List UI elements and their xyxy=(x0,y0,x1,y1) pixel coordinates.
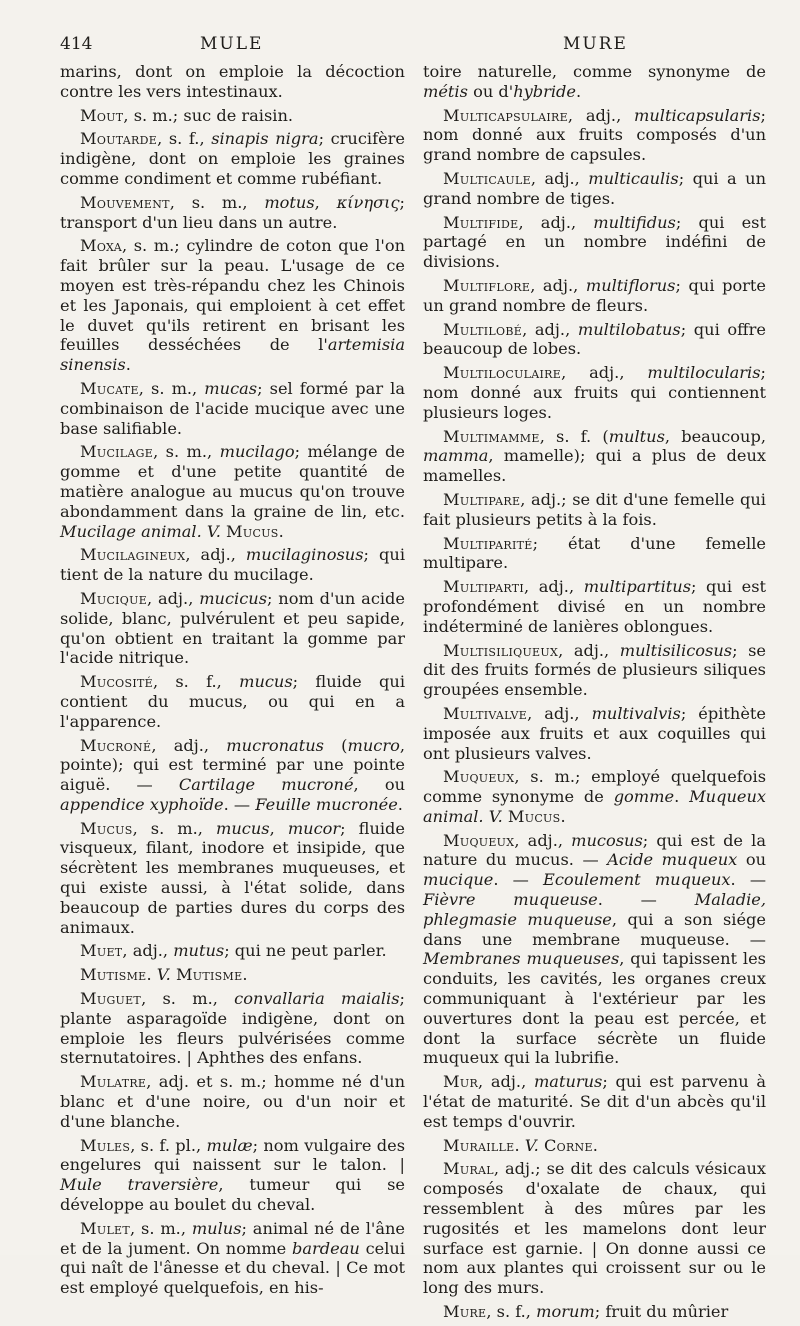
entry-text: , s. m.; suc de raisin. xyxy=(123,105,294,125)
entry-italic-text: multipartitus xyxy=(583,577,692,597)
entry-text: . — xyxy=(597,890,695,910)
entry-text: , adj., xyxy=(558,640,620,660)
dictionary-entry xyxy=(423,1072,766,1131)
dictionary-entry xyxy=(60,589,405,668)
entry-italic-text: métis xyxy=(423,81,468,101)
entry-text: ; nom d'un acide solide, blanc, pulvérulent et peu sapide, qu'on obtient en traitant la gomme par l'acide nitrique. xyxy=(60,588,405,668)
entry-headword: Muqueux xyxy=(443,767,515,787)
entry-italic-text: Membranes muqueuses xyxy=(423,949,620,969)
entry-headword: Mout xyxy=(80,105,124,125)
entry-headword: Mutisme xyxy=(80,965,147,985)
entry-text: , pointe); qui est terminé par une pointe aiguë. — xyxy=(60,735,405,795)
entry-italic-text: bardeau xyxy=(292,1238,360,1258)
entry-italic-text: mucronatus xyxy=(226,735,324,755)
entry-text: , s. f. pl., xyxy=(130,1135,207,1155)
entry-text: ou d' xyxy=(467,81,514,101)
entry-italic-text: appendice xyphoïde xyxy=(60,794,224,814)
entry-text: , adj., xyxy=(122,941,174,961)
entry-headword: Muraille xyxy=(443,1135,515,1155)
entry-text: ; fluide qui contient du mucus, ou qui en a l'apparence. xyxy=(60,672,405,731)
entry-text: ( xyxy=(323,735,348,755)
entry-headword: Corne xyxy=(543,1135,593,1155)
entry-text: marins, dont on emploie la décoction contre les vers intestinaux. xyxy=(60,62,405,101)
dictionary-entry xyxy=(423,641,766,700)
entry-italic-text: mucilago xyxy=(219,442,295,462)
entry-text: ; nom vulgaire des engelures qui naissent sur le talon. | xyxy=(60,1135,406,1175)
entry-text: ; qui est de la nature du mucus. — xyxy=(423,830,766,870)
entry-text: , mamelle); qui a plus de deux mamelles. xyxy=(423,446,766,486)
dictionary-entry xyxy=(60,1219,405,1298)
entry-text: . xyxy=(674,787,690,807)
entry-italic-text: multiflorus xyxy=(585,275,676,295)
entry-headword: Multiparité xyxy=(443,533,533,553)
entry-text: , qui tapissent les conduits, les cavités, les organes creux communiquant à l'extérieur par les ouvertures dont la peau est percée, et dont la surface sécrète un fluide muqueux qui la lubrifie. xyxy=(423,949,766,1068)
entry-headword: Mucus xyxy=(80,818,133,838)
entry-text: . xyxy=(514,1135,525,1155)
entry-text: , adj., xyxy=(522,319,578,339)
dictionary-entry xyxy=(423,490,766,530)
entry-italic-text: mamma xyxy=(423,446,489,466)
dictionary-entry xyxy=(423,534,766,574)
entry-headword: Mucilage xyxy=(80,442,154,462)
dictionary-entry xyxy=(60,106,405,126)
entry-italic-text: mucilaginosus xyxy=(245,545,364,565)
dictionary-entry xyxy=(423,62,766,102)
entry-headword: Multivalve xyxy=(443,703,528,723)
entry-headword: Moxa xyxy=(80,236,122,256)
entry-headword: Mucus xyxy=(507,806,561,826)
entry-text: , adj., xyxy=(151,735,227,755)
dictionary-entry xyxy=(60,379,405,438)
entry-headword: Multifide xyxy=(443,212,519,232)
dictionary-entry xyxy=(60,62,405,102)
entry-italic-text: V. xyxy=(524,1135,539,1155)
dictionary-entry xyxy=(423,767,766,826)
entry-text: , xyxy=(314,192,337,212)
entry-headword: Multicaule xyxy=(443,168,531,188)
entry-italic-text: multivalvis xyxy=(591,703,681,723)
entry-text: , xyxy=(269,818,288,838)
entry-text: , adj., xyxy=(527,703,592,723)
entry-text: ; nom donné aux fruits composés d'un grand nombre de capsules. xyxy=(423,105,766,165)
entry-text: , qui a son siége dans une membrane muqueuse. — xyxy=(423,909,766,949)
dictionary-entry xyxy=(423,427,766,486)
entry-text: . xyxy=(146,965,157,985)
entry-italic-text: gomme xyxy=(613,787,675,807)
entry-text: , adj., xyxy=(524,577,584,597)
entry-italic-text: Fièvre muqueuse xyxy=(423,890,598,910)
entry-headword: Mutisme xyxy=(175,965,243,985)
entry-italic-text: hybride xyxy=(513,81,576,101)
entry-headword: Multimamme xyxy=(443,426,540,446)
left-column xyxy=(60,62,405,1302)
dictionary-entry xyxy=(423,1159,766,1298)
dictionary-entry xyxy=(60,193,405,233)
entry-text: , tumeur qui se développe au boulet du cheval. xyxy=(60,1175,405,1215)
entry-headword: Multilobé xyxy=(443,319,523,339)
entry-italic-text: multifidus xyxy=(593,212,676,232)
entry-italic-text: mutus xyxy=(173,941,225,961)
entry-text: ; transport d'un lieu dans un autre. xyxy=(60,192,405,232)
entry-headword: Mucilagineux xyxy=(80,545,186,565)
entry-headword: Mure xyxy=(443,1302,487,1322)
entry-text: , s. f., xyxy=(486,1302,537,1322)
entry-text: celui qui naît de l'ânesse et du cheval. | Ce mot est employé quelquefois, en his- xyxy=(60,1238,405,1298)
entry-text: , adj.; se dit d'une femelle qui fait plusieurs petits à la fois. xyxy=(423,489,766,529)
entry-headword: Mucique xyxy=(80,588,148,608)
entry-text: ; qui est partagé en un nombre indéfini de divisions. xyxy=(423,212,766,272)
entry-text: ; qui ne peut parler. xyxy=(224,941,387,961)
right-column xyxy=(423,62,766,1326)
entry-text: , s. m., xyxy=(141,989,235,1009)
entry-text: , adj., xyxy=(147,588,200,608)
entry-headword: Mucus xyxy=(226,521,279,541)
entry-italic-text: Muqueux animal. V. xyxy=(423,787,767,826)
entry-text: , s. f., xyxy=(157,129,212,149)
entry-italic-text: Ecoulement muqueux xyxy=(543,870,731,890)
entry-italic-text: Feuille mucronée xyxy=(255,794,398,814)
entry-text: , beaucoup, xyxy=(664,426,766,446)
entry-text: , adj., xyxy=(530,275,586,295)
dictionary-entry xyxy=(423,704,766,763)
entry-text: ; fluide visqueux, filant, inodore et insipide, que sécrètent les membranes muqueuses, et qui existe aussi, à l'état solide, dans beaucoup de parties dures du corps des animaux. xyxy=(60,818,405,937)
entry-text: . xyxy=(242,965,248,985)
dictionary-entry xyxy=(423,1136,766,1156)
entry-text: , s. m.; cylindre de coton que l'on fait brûler sur la peau. L'usage de ce moyen est très-répandu chez les Chinois et les Japonais, qui emploient à cet effet le duvet qu'ils retirent en brisant les feuilles desséchées de l' xyxy=(60,236,405,355)
entry-text: , adj., xyxy=(567,105,635,125)
entry-headword: Mural xyxy=(443,1159,494,1179)
entry-text: ; sel formé par la combinaison de l'acide mucique avec une base salifiable. xyxy=(60,378,405,438)
entry-headword: Multiparti xyxy=(443,577,525,597)
entry-italic-text: motus xyxy=(264,192,315,212)
entry-italic-text: mucas xyxy=(204,378,258,398)
entry-headword: Mulet xyxy=(80,1218,131,1238)
entry-italic-text: multilocularis xyxy=(647,363,761,383)
entry-text: ; état d'une femelle multipare. xyxy=(423,533,766,573)
entry-italic-text: Maladie, phlegmasie muqueuse xyxy=(423,890,766,929)
dictionary-entry xyxy=(60,941,405,961)
entry-italic-text: mucicus xyxy=(199,588,268,608)
entry-italic-text: V. xyxy=(156,965,171,985)
entry-headword: Mucate xyxy=(80,378,139,398)
entry-headword: Multisiliqueux xyxy=(443,640,559,660)
entry-italic-text: mucro xyxy=(347,735,400,755)
entry-text: . xyxy=(125,355,131,375)
entry-text: , adj.; se dit des calculs vésicaux composés d'oxalate de chaux, qui ressemblent à des mûres par les rugosités et les mamelons dont leur surface est garnie. | On donne aussi ce nom aux plantes qui croissent sur ou le long des murs. xyxy=(423,1159,766,1298)
entry-headword: Multipare xyxy=(443,489,521,509)
dictionary-entry xyxy=(423,363,766,422)
entry-text: , s. m., xyxy=(138,378,205,398)
entry-text: . — xyxy=(493,870,544,890)
entry-text: , s. m., xyxy=(153,442,220,462)
page-number: 414 xyxy=(60,34,93,54)
entry-headword: Multiflore xyxy=(443,275,531,295)
entry-italic-text: multicapsularis xyxy=(634,105,761,125)
entry-italic-text: sinapis nigra xyxy=(211,129,319,149)
entry-text: , adj., xyxy=(514,830,572,850)
entry-italic-text: mucosus xyxy=(571,830,643,850)
entry-italic-text: multisilicosus xyxy=(619,640,733,660)
entry-text: . — xyxy=(730,870,767,890)
dictionary-entry xyxy=(423,276,766,316)
entry-text: ; nom donné aux fruits qui contiennent plusieurs loges. xyxy=(423,363,766,422)
dictionary-entry xyxy=(60,129,405,188)
entry-italic-text: mucus xyxy=(239,672,293,692)
entry-italic-text: convallaria maialis xyxy=(234,989,400,1009)
entry-headword: Muguet xyxy=(80,989,142,1009)
entry-text: ; animal né de l'âne et de la jument. On nomme xyxy=(60,1218,405,1258)
entry-text: . xyxy=(560,806,566,826)
entry-text: ; qui offre beaucoup de lobes. xyxy=(423,319,766,359)
entry-italic-text: multicaulis xyxy=(588,168,679,188)
entry-text: , adj., xyxy=(518,212,594,232)
entry-headword: Mucosité xyxy=(80,672,153,692)
entry-text: ; qui est profondément divisé en un nombre indéterminé de lanières oblongues. xyxy=(423,577,767,636)
entry-text: , s. m., xyxy=(169,192,265,212)
entry-text: , adj., xyxy=(478,1072,534,1092)
dictionary-entry xyxy=(423,320,766,360)
entry-text: . xyxy=(576,81,582,101)
entry-headword: Multiloculaire xyxy=(443,363,562,383)
entry-headword: Mucroné xyxy=(80,735,152,755)
entry-text: ; qui est parvenu à l'état de maturité. Se dit d'un abcès qu'il est temps d'ouvrir. xyxy=(423,1072,766,1131)
entry-italic-text: mulæ xyxy=(206,1135,253,1155)
dictionary-entry xyxy=(60,989,405,1068)
entry-headword: Mouvement xyxy=(80,192,170,212)
dictionary-entry xyxy=(60,236,405,375)
entry-text: , ou xyxy=(353,775,405,795)
entry-text: , s. m., xyxy=(130,1218,192,1238)
page-header xyxy=(60,34,800,58)
dictionary-entry xyxy=(423,169,766,209)
dictionary-entry xyxy=(423,213,766,272)
right-running-head: MURE xyxy=(563,34,628,54)
entry-italic-text: mulus xyxy=(191,1218,242,1238)
dictionary-entry xyxy=(423,831,766,1069)
dictionary-entry xyxy=(423,577,766,636)
entry-headword: Muet xyxy=(80,941,123,961)
dictionary-entry xyxy=(60,736,405,815)
entry-headword: Mur xyxy=(443,1072,479,1092)
entry-text: . xyxy=(397,794,403,814)
entry-italic-text: κίνησις xyxy=(336,192,400,212)
entry-headword: Mules xyxy=(80,1135,131,1155)
entry-italic-text: multilobatus xyxy=(577,319,681,339)
entry-text: ou xyxy=(737,850,766,870)
dictionary-entry xyxy=(60,545,405,585)
dictionary-entry xyxy=(423,1302,766,1322)
entry-text: ; qui porte un grand nombre de fleurs. xyxy=(423,275,767,315)
entry-italic-text: multus xyxy=(608,426,665,446)
entry-italic-text: Cartilage mucroné xyxy=(178,775,354,795)
dictionary-entry xyxy=(60,672,405,731)
dictionary-entry xyxy=(60,965,405,985)
entry-text: ; qui a un grand nombre de tiges. xyxy=(423,168,767,208)
left-running-head: MULE xyxy=(200,34,264,54)
entry-text: ; qui tient de la nature du mucilage. xyxy=(60,545,405,585)
entry-text: , adj., xyxy=(185,545,246,565)
entry-text: , s. f. ( xyxy=(539,426,609,446)
entry-text: , s. f., xyxy=(152,672,240,692)
entry-italic-text: mucique xyxy=(423,870,494,890)
dictionary-entry xyxy=(60,442,405,541)
entry-headword: Moutarde xyxy=(80,129,158,149)
entry-text: ; crucifère indigène, dont on emploie les graines comme condiment et comme rubéfiant. xyxy=(60,129,405,188)
entry-text: . xyxy=(278,521,284,541)
entry-text: . — xyxy=(223,794,256,814)
entry-italic-text: Acide muqueux xyxy=(607,850,738,870)
dictionary-entry xyxy=(423,106,766,165)
entry-headword: Muqueux xyxy=(443,830,515,850)
entry-text: , adj., xyxy=(530,168,589,188)
entry-text: toire naturelle, comme synonyme de xyxy=(423,62,766,81)
entry-text: ; se dit des fruits formés de plusieurs siliques groupées ensemble. xyxy=(423,640,766,700)
entry-italic-text: mucor xyxy=(287,818,341,838)
entry-text: . xyxy=(592,1135,598,1155)
entry-text: , adj., xyxy=(561,363,648,383)
entry-headword: Mulatre xyxy=(80,1072,147,1092)
entry-text: ; plante asparagoïde indigène, dont on emploie les fleurs pulvérisées comme sternutatoires. | Aphthes des enfans. xyxy=(60,989,405,1068)
entry-headword: Multicapsulaire xyxy=(443,105,568,125)
entry-text: ; épithète imposée aux fruits et aux coquilles qui ont plusieurs valves. xyxy=(423,703,766,763)
entry-text: ; fruit du mûrier xyxy=(594,1302,729,1322)
entry-italic-text: maturus xyxy=(533,1072,603,1092)
dictionary-entry xyxy=(60,819,405,938)
entry-italic-text: mucus xyxy=(216,818,270,838)
entry-text: , s. m., xyxy=(132,818,217,838)
entry-text: ; mélange de gomme et d'une petite quantité de matière analogue au mucus qu'on trouve abondamment dans la graine de lin, etc. xyxy=(60,442,406,521)
dictionary-entry xyxy=(60,1072,405,1131)
entry-italic-text: morum xyxy=(536,1302,595,1322)
entry-text: , s. m.; employé quelquefois comme synonyme de xyxy=(423,767,766,807)
entry-text: , adj. et s. m.; homme né d'un blanc et d'une noire, ou d'un noir et d'une blanche. xyxy=(60,1072,405,1131)
dictionary-entry xyxy=(60,1136,405,1215)
entry-italic-text: Mucilage animal. V. xyxy=(60,521,221,541)
entry-italic-text: Mule traversière xyxy=(60,1175,219,1195)
entry-italic-text: artemisia sinensis xyxy=(60,335,405,375)
